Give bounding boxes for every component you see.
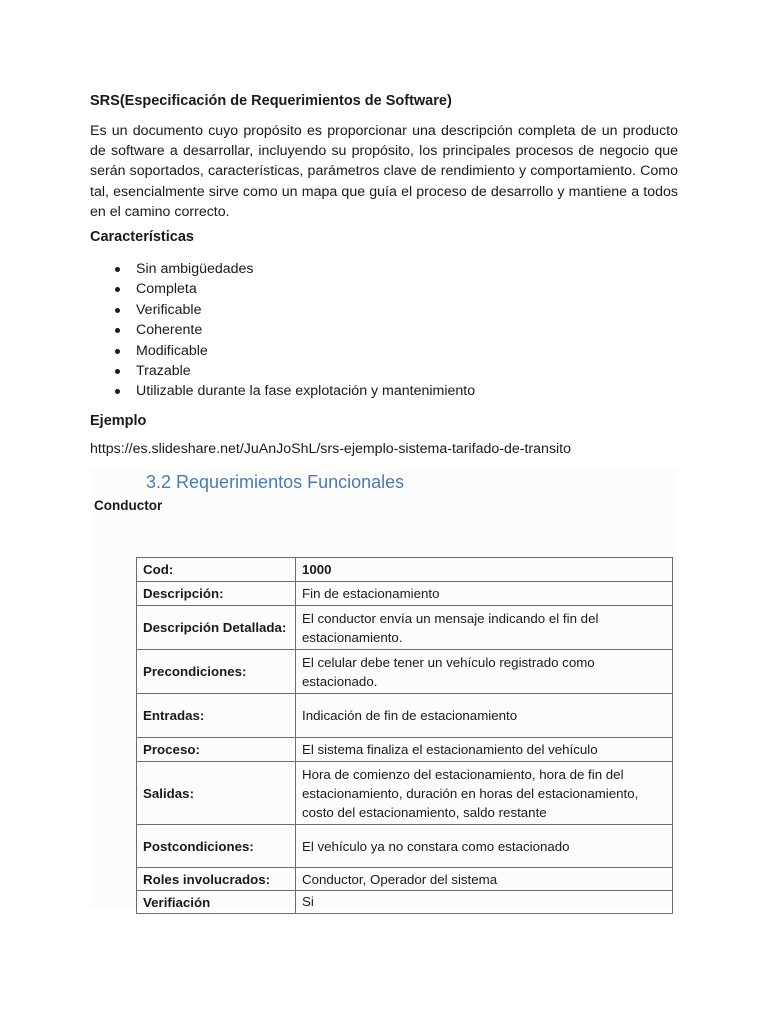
table-row: [137, 558, 673, 582]
row-value: El sistema finaliza el estacionamiento del vehículo: [296, 738, 673, 762]
row-label: Roles involucrados:: [137, 868, 296, 891]
section-subtitle: Conductor: [94, 498, 163, 513]
requirements-table: [136, 557, 673, 914]
list-item: Sin ambigüedades: [90, 259, 475, 279]
table-row: [137, 868, 673, 891]
list-item: Trazable: [90, 361, 475, 381]
row-label: Descripción Detallada:: [137, 606, 296, 650]
row-label: Verifiación: [137, 891, 296, 914]
document-heading: SRS(Especificación de Requerimientos de Software): [90, 93, 452, 109]
section-title: 3.2 Requerimientos Funcionales: [146, 472, 405, 492]
table-row: [137, 694, 673, 738]
list-item: Modificable: [90, 341, 475, 361]
row-label: Postcondiciones:: [137, 825, 296, 868]
features-list: [90, 259, 475, 402]
description-paragraph: Es un documento cuyo propósito es proporcionar una descripción completa de un producto de software a desarrollar, incluyendo su propósito, los principales procesos de negocio que serán soportados, características, parámetros clave de rendimiento y comportamiento. Como tal, esencialmente sirve como un mapa que guía el proceso de desarrollo y mantiene a todos en el camino correcto.: [90, 123, 678, 220]
row-value: El celular debe tener un vehículo registrado como estacionado.: [296, 650, 673, 694]
row-value: 1000: [296, 558, 673, 582]
table-row: [137, 606, 673, 650]
row-label: Proceso:: [137, 738, 296, 762]
list-item: Coherente: [90, 320, 475, 340]
table-row: [137, 582, 673, 606]
row-value: El conductor envía un mensaje indicando el fin del estacionamiento.: [296, 606, 673, 650]
list-item: Verificable: [90, 300, 475, 320]
features-heading: Características: [90, 229, 194, 245]
table-row: [137, 650, 673, 694]
row-value: El vehículo ya no constara como estacionado: [296, 825, 673, 868]
list-item: Completa: [90, 279, 475, 299]
row-label: Entradas:: [137, 694, 296, 738]
table-row: [137, 762, 673, 825]
row-value: Fin de estacionamiento: [296, 582, 673, 606]
list-item: Utilizable durante la fase explotación y mantenimiento: [90, 381, 475, 401]
row-label: Precondiciones:: [137, 650, 296, 694]
example-url: https://es.slideshare.net/JuAnJoShL/srs-ejemplo-sistema-tarifado-de-transito: [90, 441, 572, 457]
table-row: [137, 891, 673, 914]
row-value: Hora de comienzo del estacionamiento, hora de fin del estacionamiento, duración en horas del estacionamiento, costo del estacionamiento, saldo restante: [296, 762, 673, 825]
row-label: Salidas:: [137, 762, 296, 825]
table-row: [137, 825, 673, 868]
example-heading: Ejemplo: [90, 413, 147, 429]
row-value: Indicación de fin de estacionamiento: [296, 694, 673, 738]
row-label: Descripción:: [137, 582, 296, 606]
table-row: [137, 738, 673, 762]
row-value: Conductor, Operador del sistema: [296, 868, 673, 891]
row-label: Cod:: [137, 558, 296, 582]
row-value: Si: [296, 891, 673, 914]
